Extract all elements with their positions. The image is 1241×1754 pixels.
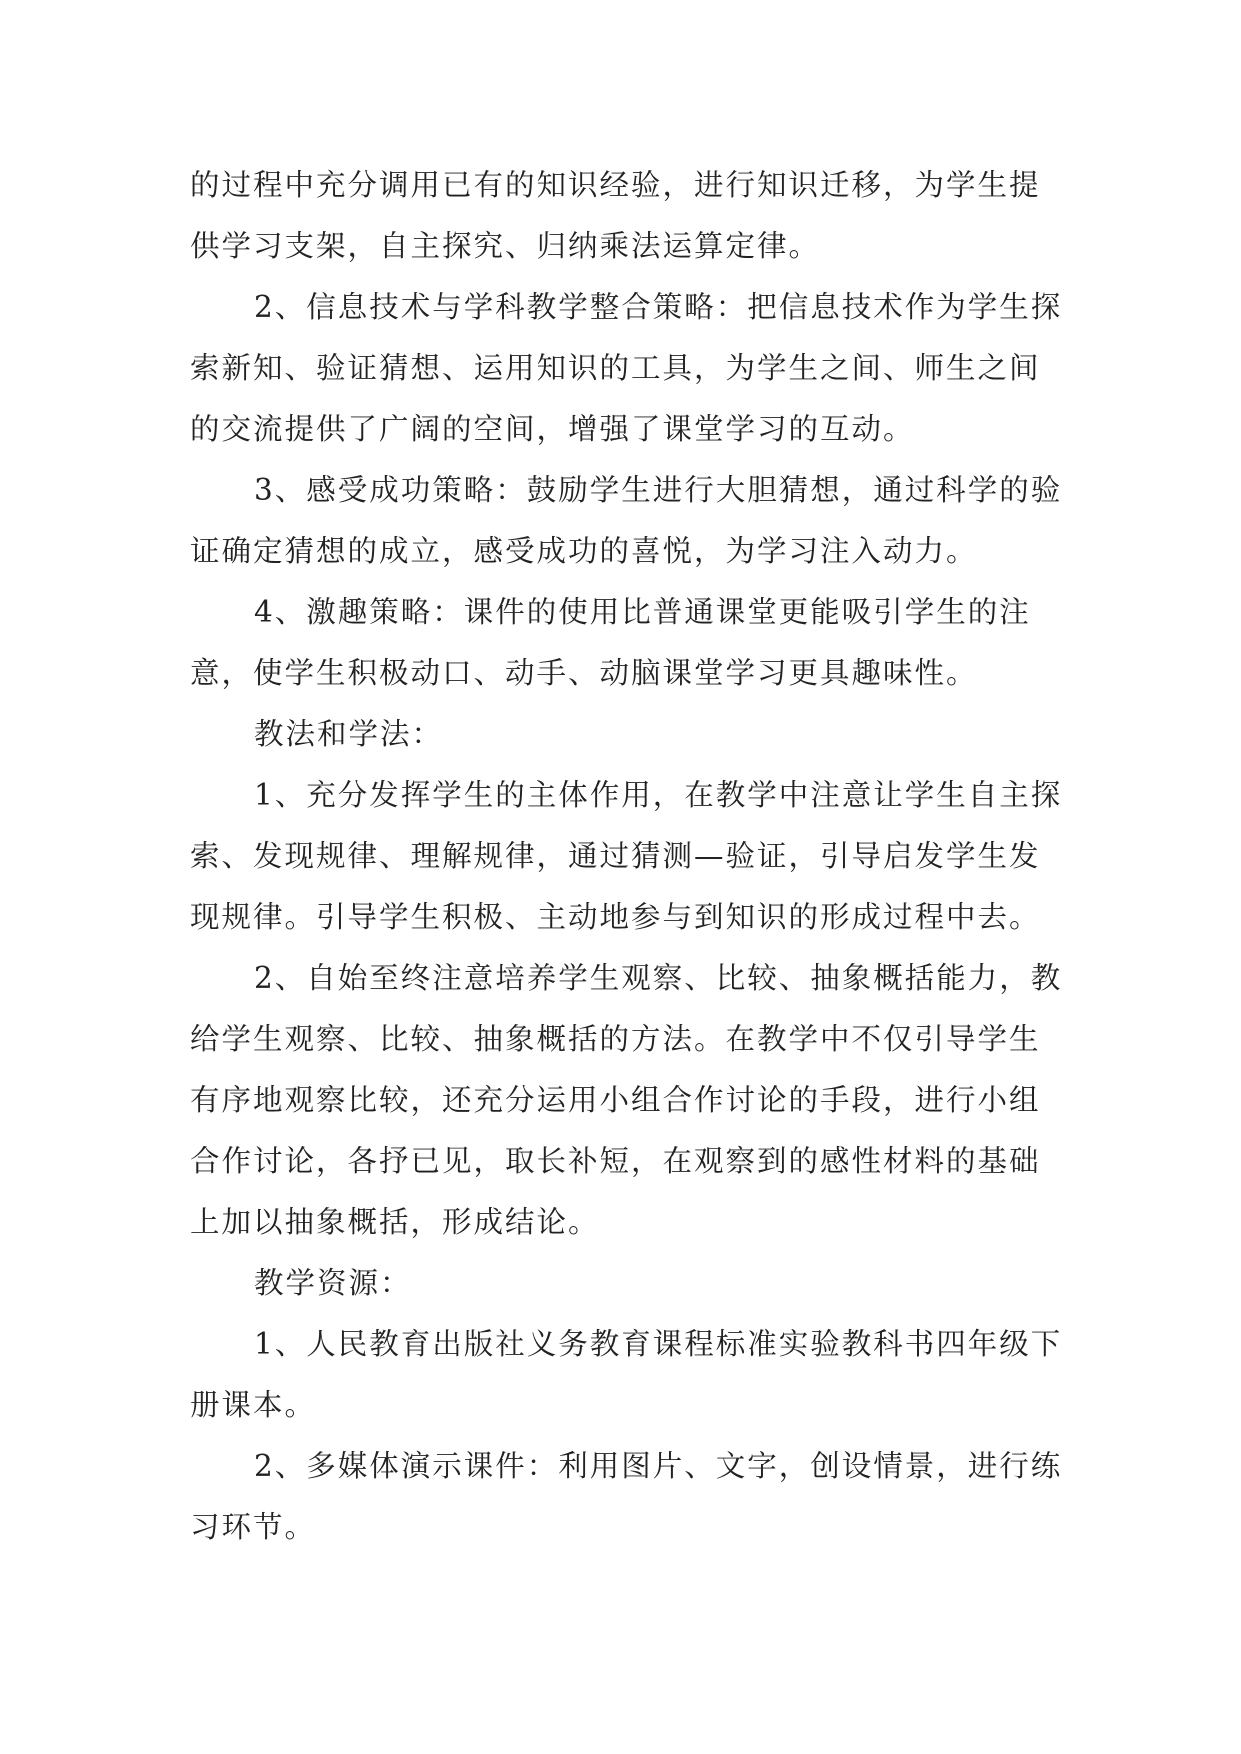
- paragraph-strategy-4: 4、激趣策略：课件的使用比普通课堂更能吸引学生的注意，使学生积极动口、动手、动脑课堂学习更具趣味性。: [190, 595, 1031, 690]
- paragraph-method-2: 2、自始至终注意培养学生观察、比较、抽象概括能力，教给学生观察、比较、抽象概括的方法。在教学中不仅引导学生有序地观察比较，还充分运用小组合作讨论的手段，进行小组合作讨论，各抒已见，取长补短，在观察到的感性材料的基础上加以抽象概括，形成结论。: [190, 961, 1063, 1239]
- paragraph-method-1: 1、充分发挥学生的主体作用，在教学中注意让学生自主探索、发现规律、理解规律，通过猜测—验证，引导启发学生发现规律。引导学生积极、主动地参与到知识的形成过程中去。: [190, 778, 1063, 934]
- paragraph-strategy-2: 2、信息技术与学科教学整合策略：把信息技术作为学生探索新知、验证猜想、运用知识的工具，为学生之间、师生之间的交流提供了广阔的空间，增强了课堂学习的互动。: [190, 290, 1063, 446]
- paragraph-strategy-3: 3、感受成功策略：鼓励学生进行大胆猜想，通过科学的验证确定猜想的成立，感受成功的喜悦，为学习注入动力。: [190, 473, 1063, 568]
- heading-teaching-resources: 教学资源：: [254, 1266, 412, 1300]
- paragraph-resource-1: 1、人民教育出版社义务教育课程标准实验教科书四年级下册课本。: [190, 1327, 1063, 1422]
- paragraph-resource-2: 2、多媒体演示课件：利用图片、文字，创设情景，进行练习环节。: [190, 1449, 1063, 1544]
- paragraph-continuation: 的过程中充分调用已有的知识经验，进行知识迁移，为学生提供学习支架，自主探究、归纳乘法运算定律。: [190, 168, 1041, 263]
- heading-teaching-methods: 教法和学法：: [254, 717, 444, 751]
- document-body: [190, 155, 1070, 1558]
